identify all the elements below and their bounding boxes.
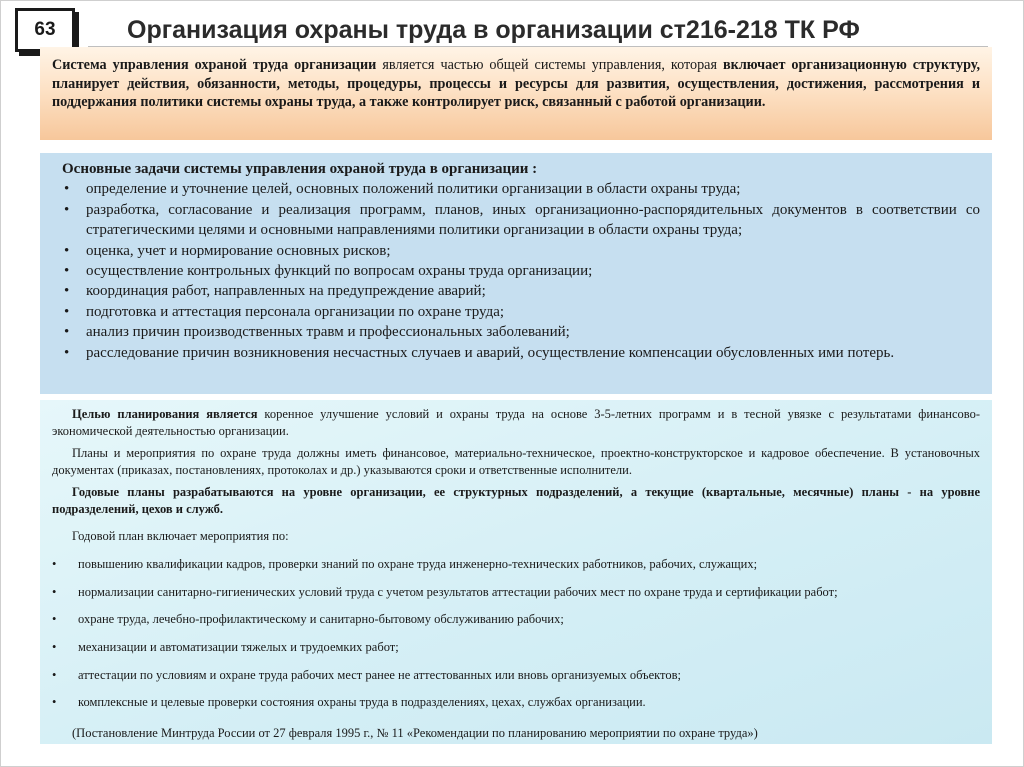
task-item xyxy=(60,241,980,261)
planning-plans-paragraph: Планы и мероприятия по охране труда должны иметь финансовое, материально-техническое, проектно-конструкторское и кадровое обеспечение. В установочных документах (приказах, постановлениях, протоколах и др.) указываются сроки и ответственные исполнители. xyxy=(52,446,980,477)
bullet-icon: • xyxy=(52,612,57,627)
tasks-list xyxy=(60,179,980,363)
planning-annual-paragraph: Годовые планы разрабатываются на уровне организации, ее структурных подразделений, а текущие (квартальные, месячные) планы - на уровне подразделений, цехов и служб. xyxy=(52,485,980,516)
task-item xyxy=(60,179,980,199)
source-citation: (Постановление Минтруда России от 27 февраля 1995 г., № 11 «Рекомендации по планированию мероприятии по охране труда») xyxy=(72,725,758,740)
tasks-heading: Основные задачи системы управления охраной труда в организации : xyxy=(62,161,538,177)
bullet-icon: • xyxy=(64,263,70,280)
task-item xyxy=(60,261,980,281)
bullet-icon: • xyxy=(64,181,70,198)
plan-item-text: повышению квалификации кадров, проверки знаний по охране труда инженерно-технических работников, рабочих, служащих; xyxy=(78,557,758,572)
tasks-panel xyxy=(40,153,992,394)
task-text: расследование причин возникновения несчастных случаев и аварий, осуществление компенсации обусловленных ими потерь. xyxy=(86,344,895,361)
definition-panel xyxy=(40,47,992,140)
bullet-icon: • xyxy=(52,557,57,572)
bullet-icon: • xyxy=(52,667,57,682)
plan-item xyxy=(52,584,980,601)
bullet-icon: • xyxy=(52,584,57,599)
definition-term: Система управления охраной труда организации xyxy=(52,57,377,73)
plan-item-text: охране труда, лечебно-профилактическому и санитарно-бытовому обслуживанию рабочих; xyxy=(78,612,564,627)
task-item xyxy=(60,200,980,241)
bullet-icon: • xyxy=(52,695,57,710)
bullet-icon: • xyxy=(64,201,70,218)
slide-number-badge: 63 xyxy=(15,8,75,52)
bullet-icon: • xyxy=(52,639,57,654)
task-text: определение и уточнение целей, основных положений политики организации в области охраны труда; xyxy=(86,181,741,198)
plan-item-text: комплексные и целевые проверки состояния охраны труда в подразделениях, цехах, службах организации. xyxy=(78,695,646,710)
bullet-icon: • xyxy=(64,303,70,320)
task-text: анализ причин производственных травм и профессиональных заболеваний; xyxy=(86,324,570,341)
bullet-icon: • xyxy=(64,344,70,361)
task-item xyxy=(60,343,980,363)
plan-item xyxy=(52,556,980,573)
planning-panel xyxy=(40,400,992,744)
planning-goal-term: Целью планирования является xyxy=(72,407,258,421)
plan-item xyxy=(52,667,980,684)
task-text: осуществление контрольных функций по вопросам охраны труда организации; xyxy=(86,263,593,280)
slide-title: Организация охраны труда в организации ст216-218 ТК РФ xyxy=(127,16,860,44)
plan-item-text: механизации и автоматизации тяжелых и трудоемких работ; xyxy=(78,639,399,654)
task-item xyxy=(60,322,980,342)
annual-plan-heading: Годовой план включает мероприятия по: xyxy=(72,528,289,543)
bullet-icon: • xyxy=(64,283,70,300)
task-text: координация работ, направленных на предупреждение аварий; xyxy=(86,283,486,300)
plan-item xyxy=(52,694,980,711)
plan-item-text: аттестации по условиям и охране труда рабочих мест ранее не аттестованных или вновь организуемых объектов; xyxy=(78,667,681,682)
bullet-icon: • xyxy=(64,324,70,341)
task-text: оценка, учет и нормирование основных рисков; xyxy=(86,242,391,259)
definition-connector: является частью общей системы управления, которая xyxy=(376,57,723,73)
task-text: разработка, согласование и реализация программ, планов, иных организационно-распорядительных документов в соответствии со стратегическими целями и основными направлениями политики организации в области охраны труда; xyxy=(86,201,980,239)
planning-goal-paragraph xyxy=(52,406,980,439)
bullet-icon: • xyxy=(64,242,70,259)
plan-item xyxy=(52,639,980,656)
task-item xyxy=(60,281,980,301)
annual-plan-list xyxy=(52,556,980,711)
task-text: подготовка и аттестация персонала организации по охране труда; xyxy=(86,303,505,320)
plan-item-text: нормализации санитарно-гигиенических условий труда с учетом результатов аттестации рабочих мест по охране труда и сертификации работ; xyxy=(78,584,838,599)
definition-body: включает организационную структуру, планирует действия, обязанности, методы, процедуры, процессы и ресурсы для развития, осуществления, достижения, рассмотрения и поддержания политики системы охраны труда, а также контролирует риск, связанный с работой организации. xyxy=(52,57,981,111)
planning-goal-text: коренное улучшение условий и охраны труда на основе 3-5-летних программ и в тесной увязке с результатами финансово-экономической деятельностью организации. xyxy=(52,407,980,438)
task-item xyxy=(60,302,980,322)
plan-item xyxy=(52,611,980,628)
